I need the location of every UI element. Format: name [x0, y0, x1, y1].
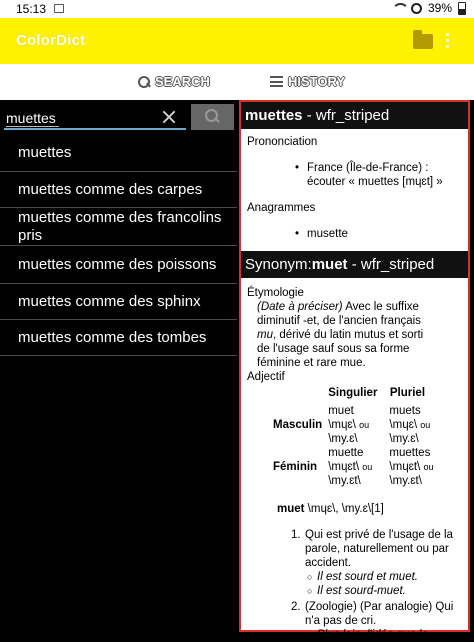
synonym-prefix: Synonym:: [245, 256, 312, 273]
tab-history[interactable]: [270, 74, 345, 89]
status-time: 15:13: [16, 2, 47, 16]
history-list-icon: [270, 76, 283, 87]
section-adjectif: Adjectif: [247, 371, 285, 383]
section-anagrammes: Anagrammes: [247, 202, 316, 214]
senses-list: [291, 528, 462, 642]
entry-word: muettes: [245, 107, 303, 124]
entry-content: [241, 129, 468, 241]
etymology-text: (Date à préciser) Avec le suffixe diminutif -et, de l'ancien français mu, dérivé du latin mutus et sorti de l'usage sauf sous sa forme féminine et rare mue.: [257, 301, 424, 369]
entry-word: muet: [311, 256, 348, 273]
col-singulier: Singulier: [328, 387, 378, 399]
cell-fem-sing: muette \mɥɛt\ ou \my.ɛt\: [328, 447, 373, 487]
app-bar: [0, 18, 474, 64]
inflection-table: [271, 386, 435, 488]
tab-bar: [0, 64, 474, 100]
list-item[interactable]: muettes comme des francolins pris: [0, 208, 237, 246]
search-input-value[interactable]: muettes: [6, 110, 56, 126]
list-item[interactable]: muettes comme des carpes: [0, 172, 237, 208]
definition-pane[interactable]: [239, 100, 470, 641]
search-input[interactable]: [4, 104, 186, 130]
search-icon: [205, 109, 219, 123]
entry-header: [241, 251, 468, 278]
tab-history-label: HISTORY: [288, 74, 346, 89]
pronunciation-item: • France (Île-de-France) : écouter « muettes [mɥɛt] »: [307, 161, 462, 189]
section-etymologie: Étymologie: [247, 287, 304, 299]
list-item[interactable]: muettes comme des sphinx: [0, 284, 237, 320]
search-icon: [138, 76, 150, 88]
tab-search[interactable]: [138, 74, 210, 89]
search-button[interactable]: [191, 104, 234, 130]
status-right: [392, 1, 466, 15]
anagram-item[interactable]: • musette: [307, 227, 462, 241]
section-prononciation: Prononciation: [247, 136, 318, 148]
wifi-icon: [392, 3, 405, 13]
row-feminin: Féminin: [273, 461, 318, 473]
tab-search-label: SEARCH: [155, 74, 210, 89]
results-list: [0, 134, 237, 356]
headword-line: muet \mɥɛ\, \my.ɛ\[1]: [277, 503, 384, 515]
cell-fem-plur: muettes \mɥɛt\ ou \my.ɛt\: [389, 447, 434, 487]
more-options-icon[interactable]: [446, 33, 450, 51]
list-item[interactable]: muettes: [0, 134, 237, 172]
entry-header: [241, 102, 468, 129]
sense-1: 1. Qui est privé de l'usage de la parole, naturellement ou par accident. ○ Il est sourd et muet. ○ Il est sourd-muet.: [305, 528, 462, 598]
example-item: ○ Plus loin, l'idée que le: [317, 628, 462, 642]
cell-masc-sing: muet \mɥɛ\ ou \my.ɛ\: [328, 405, 370, 445]
example-item: ○ Il est sourd-muet.: [317, 584, 462, 598]
sense-2: 2. (Zoologie) (Par analogie) Qui n'a pas de cri. ○ Plus loin, l'idée que le: [305, 600, 462, 642]
entry-dict: - wfr_striped: [347, 256, 435, 273]
entry-content: [241, 278, 468, 642]
cell-masc-plur: muets \mɥɛ\ ou \my.ɛ\: [389, 405, 431, 445]
word-list-pane: [0, 100, 237, 632]
list-item[interactable]: muettes comme des tombes: [0, 320, 237, 356]
app-title: ColorDict: [16, 32, 86, 49]
list-item[interactable]: muettes comme des poissons: [0, 246, 237, 284]
row-masculin: Masculin: [273, 419, 323, 431]
clear-icon[interactable]: [162, 110, 176, 124]
status-bar: [0, 0, 474, 18]
entry-dict: - wfr_striped: [302, 107, 390, 124]
spellcheck-underline: [6, 126, 59, 127]
battery-icon: [458, 2, 466, 15]
col-pluriel: Pluriel: [389, 387, 426, 399]
sync-icon: [411, 3, 422, 14]
example-item: ○ Il est sourd et muet.: [317, 570, 462, 584]
image-notification-icon: [54, 4, 64, 13]
folder-icon[interactable]: [413, 34, 433, 49]
battery-percent: 39%: [427, 1, 452, 15]
